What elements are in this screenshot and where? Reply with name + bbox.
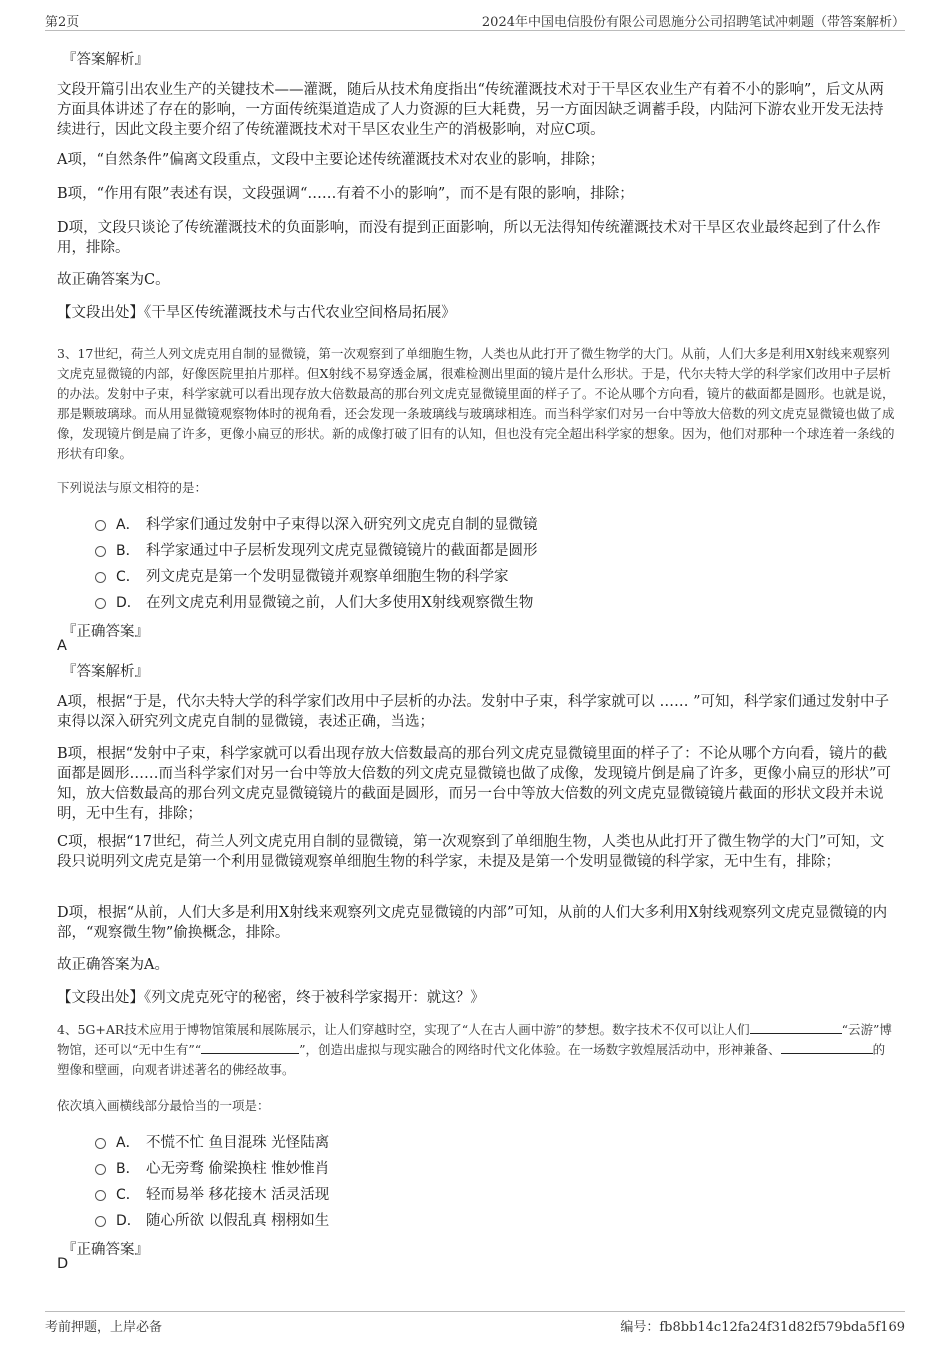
radio-icon[interactable] bbox=[95, 1190, 106, 1201]
page-number: 第2页 bbox=[45, 15, 80, 30]
q3-analysis-a: A项，根据“于是，代尔夫特大学的科学家们改用中子层析的办法。发射中子束，科学家就可以 …… ”可知，科学家们通过发射中子束得以深入研究列文虎克自制的显微镜，表述正确，当选； bbox=[57, 694, 890, 730]
radio-icon[interactable] bbox=[95, 1164, 106, 1175]
q4-correct-label: 『正确答案』 bbox=[62, 1242, 149, 1258]
radio-icon[interactable] bbox=[95, 1216, 106, 1227]
q3-option-b[interactable]: B． 科学家通过中子层析发现列文虎克显微镜镜片的截面都是圆形 bbox=[95, 539, 538, 560]
radio-icon[interactable] bbox=[95, 546, 106, 557]
q3-option-c[interactable]: C． 列文虎克是第一个发明显微镜并观察单细胞生物的科学家 bbox=[95, 565, 509, 586]
q3-correct-label: 『正确答案』 bbox=[62, 624, 149, 640]
fill-blank-3[interactable] bbox=[781, 1041, 873, 1054]
page-footer bbox=[45, 1311, 905, 1336]
fill-blank-1[interactable] bbox=[750, 1021, 842, 1034]
document-title: 2024年中国电信股份有限公司恩施分公司招聘笔试冲刺题（带答案解析） bbox=[481, 15, 905, 30]
page-header bbox=[45, 8, 905, 31]
radio-icon[interactable] bbox=[95, 572, 106, 583]
q3-analysis-b: B项，根据“发射中子束，科学家就可以看出现存放大倍数最高的那台列文虎克显微镜里面的样子了：不论从哪个方向看，镜片的截面都是圆形……而当科学家们对另一台中等放大倍数的列文虎克显微镜也做了成像，发现镜片倒是扁了许多，更像小扁豆的形状”可知，放大倍数最高的那台列文虎克显微镜镜片的截面是圆形，而另一台中等放大倍数的列文虎克显微镜镜片截面的形状文段并未说明，无中生有，排除； bbox=[57, 746, 891, 822]
radio-icon[interactable] bbox=[95, 1138, 106, 1149]
q4-option-d[interactable]: D． 随心所欲 以假乱真 栩栩如生 bbox=[95, 1209, 329, 1230]
q3-prompt: 下列说法与原文相符的是： bbox=[57, 480, 208, 495]
q3-source: 【文段出处】《列文虎克死守的秘密，终于被科学家揭开：就这？》 bbox=[57, 990, 485, 1006]
q3-analysis-d: D项，根据“从前，人们大多是利用X射线来观察列文虎克显微镜的内部”可知，从前的人们大多利用X射线观察列文虎克显微镜的内部，“观察微生物”偷换概念，排除。 bbox=[57, 905, 888, 941]
q2-analysis-paragraph: 文段开篇引出农业生产的关键技术——灌溉，随后从技术角度指出“传统灌溉技术对于干旱区农业生产有着不小的影响”，后文从两方面具体讲述了存在的影响，一方面传统渠道造成了人力资源的巨大耗费，另一方面因缺乏调蓄手段，内陆河下游农业开发无法持续进行，因此文段主要介绍了传统灌溉技术对干旱区农业生产的消极影响，对应C项。 bbox=[57, 82, 884, 138]
footer-slogan: 考前押题，上岸必备 bbox=[45, 1320, 163, 1335]
q4-prompt: 依次填入画横线部分最恰当的一项是： bbox=[57, 1098, 270, 1113]
q3-analysis-c: C项，根据“17世纪，荷兰人列文虎克用自制的显微镜，第一次观察到了单细胞生物，人类也从此打开了微生物学的大门”可知，文段只说明列文虎克是第一个利用显微镜观察单细胞生物的科学家，未提及是第一个发明显微镜的科学家，无中生有，排除； bbox=[57, 834, 885, 870]
q4-stem: 4、5G+AR技术应用于博物馆策展和展陈展示，让人们穿越时空，实现了“人在古人画中游”的梦想。数字技术不仅可以让人们 “云游”博物馆，还可以“无中生有”“ ”，创造出虚拟与现实融合的网络时代文化体验。在一场数字敦煌展活动中，形神兼备、 的塑像和壁画，向观者讲述著名的佛经故事。 bbox=[57, 1022, 892, 1077]
q2-source: 【文段出处】《干旱区传统灌溉技术与古代农业空间格局拓展》 bbox=[57, 305, 456, 321]
q2-analysis-b: B项，“作用有限”表述有误，文段强调“……有着不小的影响”，而不是有限的影响，排除； bbox=[57, 186, 634, 202]
q2-analysis-a: A项，“自然条件”偏离文段重点，文段中主要论述传统灌溉技术对农业的影响，排除； bbox=[57, 152, 605, 168]
radio-icon[interactable] bbox=[95, 598, 106, 609]
radio-icon[interactable] bbox=[95, 520, 106, 531]
q3-correct-answer: A bbox=[57, 638, 67, 654]
q2-analysis-label: 『答案解析』 bbox=[62, 52, 149, 68]
q4-correct-answer: D bbox=[57, 1256, 69, 1272]
q2-conclusion: 故正确答案为C。 bbox=[57, 272, 170, 288]
fill-blank-2[interactable] bbox=[201, 1041, 299, 1054]
q2-analysis-d: D项，文段只谈论了传统灌溉技术的负面影响，而没有提到正面影响，所以无法得知传统灌溉技术对干旱区农业最终起到了什么作用，排除。 bbox=[57, 220, 881, 256]
q4-option-a[interactable]: A． 不慌不忙 鱼目混珠 光怪陆离 bbox=[95, 1131, 329, 1152]
q3-analysis-label: 『答案解析』 bbox=[62, 664, 149, 680]
q4-option-b[interactable]: B． 心无旁骛 偷梁换柱 惟妙惟肖 bbox=[95, 1157, 329, 1178]
q3-option-d[interactable]: D． 在列文虎克利用显微镜之前，人们大多使用X射线观察微生物 bbox=[95, 591, 533, 612]
document-id: 编号：fb8bb14c12fa24f31d82f579bda5f169 bbox=[620, 1320, 905, 1335]
q3-stem: 3、17世纪，荷兰人列文虎克用自制的显微镜，第一次观察到了单细胞生物，人类也从此打开了微生物学的大门。从前，人们大多是利用X射线来观察列文虎克显微镜的内部，好像医院里拍片那样。但X射线不易穿透金属，很难检测出里面的镜片是什么形状。于是，代尔夫特大学的科学家们改用中子层析的办法。发射中子束，科学家就可以看出现存放大倍数最高的那台列文虎克显微镜里面的样子了。不论从哪个方向看，镜片的截面都是圆形。也就是说，那是颗玻璃球。而从用显微镜观察物体时的视角看，还会发现一条玻璃线与玻璃球相连。而当科学家们对另一台中等放大倍数的列文虎克显微镜也做了成像，发现镜片倒是扁了许多，更像小扁豆的形状。新的成像打破了旧有的认知，但也没有完全超出科学家的想象。因为，他们对那种一个球连着一条线的形状有印象。 bbox=[57, 346, 895, 461]
q3-option-a[interactable]: A． 科学家们通过发射中子束得以深入研究列文虎克自制的显微镜 bbox=[95, 513, 538, 534]
q3-conclusion: 故正确答案为A。 bbox=[57, 957, 169, 973]
q4-option-c[interactable]: C． 轻而易举 移花接木 活灵活现 bbox=[95, 1183, 329, 1204]
